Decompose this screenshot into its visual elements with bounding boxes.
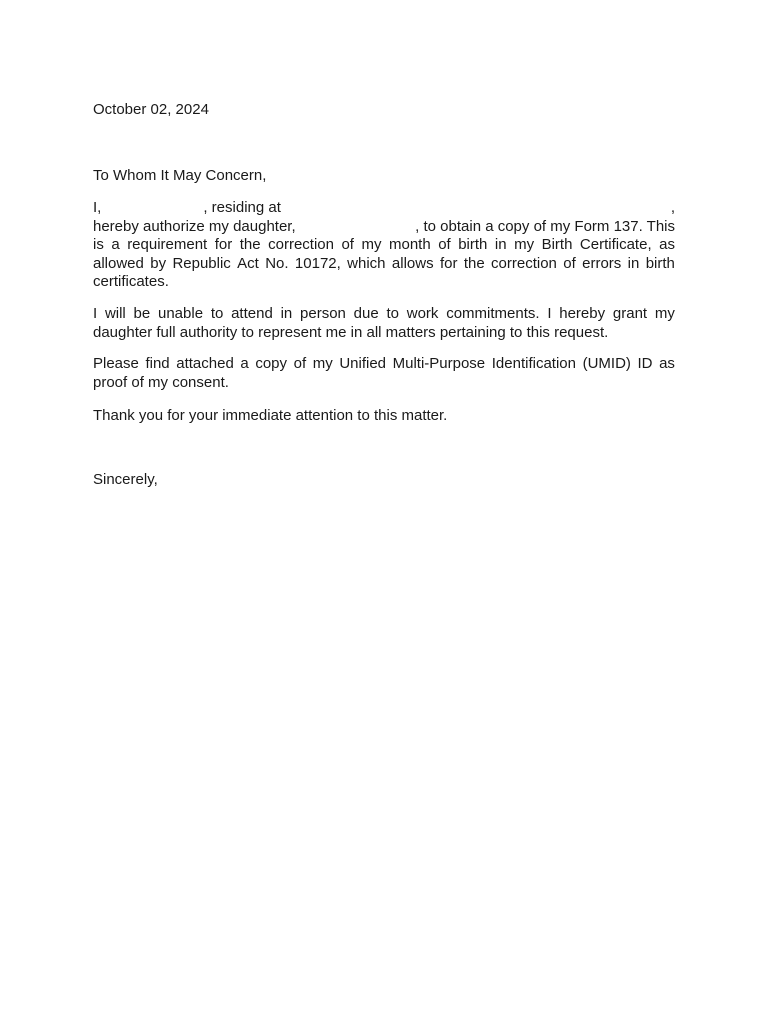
word: which xyxy=(347,254,386,272)
paragraph-line: proof of my consent. xyxy=(93,373,229,391)
word: correction xyxy=(268,236,334,253)
word: Republic xyxy=(172,254,231,272)
word: No. xyxy=(265,254,289,272)
word: allows xyxy=(391,254,434,272)
word: is xyxy=(93,236,104,253)
word: due xyxy=(353,305,379,322)
text-fragment: hereby authorize my daughter, xyxy=(93,217,296,235)
word: for xyxy=(214,236,233,253)
word: my xyxy=(312,355,333,372)
word: of xyxy=(563,254,576,272)
paragraph-line xyxy=(93,236,675,255)
line-segment xyxy=(93,199,281,218)
word: Unified xyxy=(339,355,387,372)
word: my xyxy=(514,236,535,253)
word: (UMID) xyxy=(582,355,631,372)
word: Act xyxy=(237,254,259,272)
word: in xyxy=(627,254,640,272)
word: allowed xyxy=(93,254,144,272)
word: birth xyxy=(458,236,488,253)
word: unable xyxy=(158,305,204,322)
word: person xyxy=(300,305,346,322)
word: I xyxy=(93,305,98,322)
letter-date: October 02, 2024 xyxy=(93,101,209,118)
word: of xyxy=(293,355,307,372)
word: to xyxy=(210,305,224,322)
word: my xyxy=(361,236,382,253)
word: birth xyxy=(645,254,675,272)
word: Please xyxy=(93,355,139,372)
word: for xyxy=(439,254,458,272)
closing: Sincerely, xyxy=(93,471,158,488)
attachment-paragraph xyxy=(93,355,675,392)
word: be xyxy=(133,305,151,322)
text-fragment: I, xyxy=(93,199,102,216)
word: Birth xyxy=(541,236,573,253)
text-fragment: , residing at xyxy=(203,199,281,216)
thank-you-paragraph xyxy=(93,407,675,426)
word: in xyxy=(494,236,507,253)
word: of xyxy=(341,236,354,253)
paragraph-line xyxy=(93,218,675,237)
salutation: To Whom It May Concern, xyxy=(93,167,267,184)
text-fragment: , to obtain a copy of my Form 137. This xyxy=(415,217,675,235)
word: Certificate, xyxy=(579,236,652,253)
word: requirement xyxy=(127,236,208,253)
word: find xyxy=(145,355,170,372)
text-fragment: , xyxy=(670,199,675,216)
paragraph-line: certificates. xyxy=(93,273,169,290)
word: I xyxy=(547,305,552,322)
word: in xyxy=(280,305,293,322)
word: by xyxy=(150,254,167,272)
word: month xyxy=(388,236,431,253)
word: my xyxy=(654,305,675,322)
word: the xyxy=(463,254,485,272)
word: a xyxy=(111,236,120,253)
paragraph-line xyxy=(93,199,675,218)
paragraph-line xyxy=(93,305,675,324)
word: work xyxy=(406,305,439,322)
word: to xyxy=(386,305,399,322)
word: commitments. xyxy=(446,305,540,322)
unavailability-paragraph xyxy=(93,305,675,342)
word: correction xyxy=(491,254,557,272)
word: Multi-Purpose xyxy=(392,355,486,372)
line-segment xyxy=(303,199,675,218)
word: attached xyxy=(176,355,234,372)
paragraph-line: daughter full authority to represent me in all matters pertaining to this request. xyxy=(93,323,609,341)
word: hereby xyxy=(559,305,606,322)
line-segment xyxy=(312,218,675,237)
word: attend xyxy=(231,305,273,322)
authorization-paragraph xyxy=(93,199,675,292)
paragraph-line: Thank you for your immediate attention to this matter. xyxy=(93,407,448,424)
paragraph-line xyxy=(93,255,675,274)
word: as xyxy=(659,236,675,253)
word: grant xyxy=(612,305,648,322)
word: ID xyxy=(637,355,653,372)
word: as xyxy=(659,355,675,372)
word: a xyxy=(240,355,249,372)
word: of xyxy=(438,236,451,253)
paragraph-line xyxy=(93,355,675,374)
word: will xyxy=(104,305,126,322)
word: the xyxy=(239,236,261,253)
word: 10172, xyxy=(294,254,341,272)
word: errors xyxy=(582,254,622,272)
word: copy xyxy=(255,355,288,372)
word: Identification xyxy=(491,355,576,372)
